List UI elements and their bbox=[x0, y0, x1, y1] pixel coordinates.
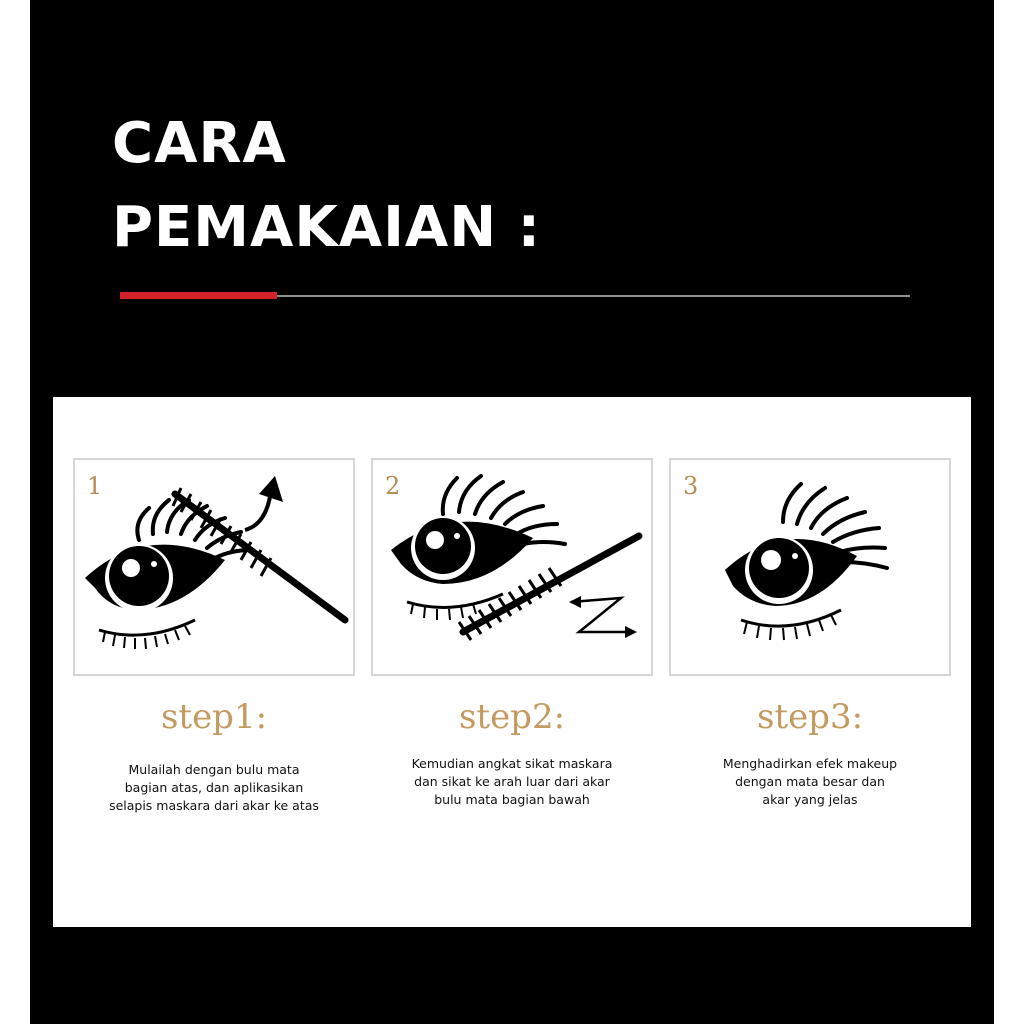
title-divider-accent bbox=[120, 292, 277, 299]
step-2-description-line: dan sikat ke arah luar dari akar bbox=[414, 774, 610, 789]
page-title bbox=[112, 102, 541, 270]
step-1-description-line: Mulailah dengan bulu mata bbox=[128, 762, 300, 777]
step-2-label: step2: bbox=[458, 697, 566, 737]
step-3-illustration-frame bbox=[669, 458, 951, 676]
eye-finished-lashes-icon bbox=[671, 460, 949, 674]
step-3-description bbox=[675, 755, 945, 809]
step-3-number: 3 bbox=[683, 472, 699, 500]
step-3-description-line: dengan mata besar dan bbox=[735, 774, 885, 789]
step-2-description-line: bulu mata bagian bawah bbox=[434, 792, 590, 807]
instructions-card bbox=[53, 397, 971, 927]
step-3-description-line: akar yang jelas bbox=[762, 792, 858, 807]
title-line-2: PEMAKAIAN : bbox=[112, 195, 542, 260]
step-2-number: 2 bbox=[385, 472, 401, 500]
step-1-description-line: bagian atas, dan aplikasikan bbox=[124, 780, 304, 795]
step-2-illustration-frame bbox=[371, 458, 653, 676]
step-3-label: step3: bbox=[756, 697, 864, 737]
title-line-1: CARA bbox=[112, 111, 287, 176]
step-1-number: 1 bbox=[87, 472, 103, 500]
step-1-illustration-frame bbox=[73, 458, 355, 676]
step-2-description bbox=[377, 755, 647, 809]
eye-lower-lash-mascara-icon bbox=[373, 460, 651, 674]
step-1-description bbox=[79, 761, 349, 815]
eye-upper-lash-mascara-icon bbox=[75, 460, 353, 674]
step-1-label: step1: bbox=[160, 697, 268, 737]
step-1-description-line: selapis maskara dari akar ke atas bbox=[109, 798, 319, 813]
step-2-description-line: Kemudian angkat sikat maskara bbox=[411, 756, 613, 771]
step-3-description-line: Menghadirkan efek makeup bbox=[722, 756, 898, 771]
